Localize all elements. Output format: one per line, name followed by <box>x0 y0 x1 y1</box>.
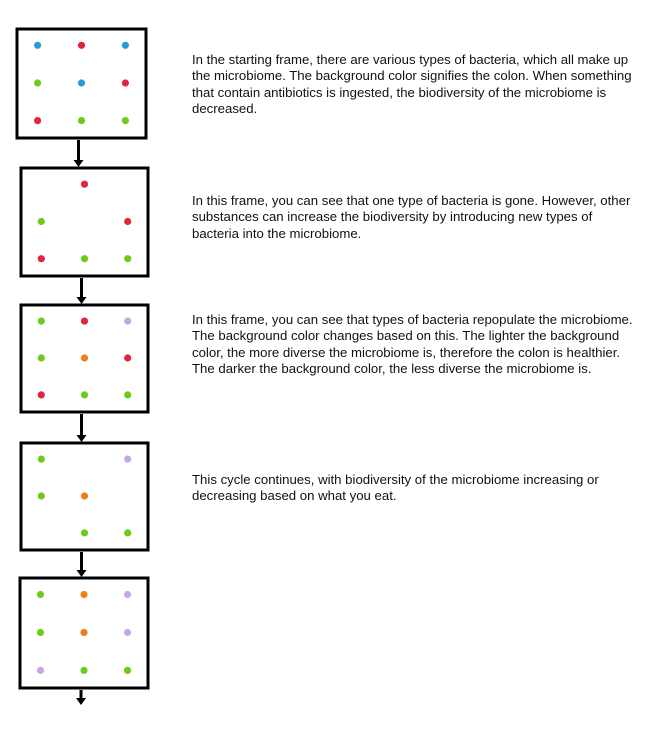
bacterium-red-f3-r3c1 <box>38 391 45 398</box>
bacterium-green-f3-r1c1 <box>38 318 45 325</box>
caption-frame-4: This cycle continues, with biodiversity of the microbiome increasing or decreasing based on what you eat. <box>192 472 599 504</box>
bacterium-red-f3-r2c3 <box>124 354 131 361</box>
arrow-3-head <box>77 435 87 442</box>
bacterium-green-f3-r3c3 <box>124 391 131 398</box>
bacterium-green-f1-r2c1 <box>34 79 41 86</box>
bacterium-green-f5-r3c2 <box>80 667 87 674</box>
bacterium-orange-f5-r2c2 <box>80 629 87 636</box>
bacterium-green-f5-r2c1 <box>37 629 44 636</box>
arrow-4-head <box>77 570 87 577</box>
bacterium-lavender-f5-r3c1 <box>37 667 44 674</box>
bacterium-green-f1-r3c2 <box>78 117 85 124</box>
bacterium-blue-f1-r2c2 <box>78 79 85 86</box>
bacterium-red-f2-r2c3 <box>124 218 131 225</box>
bacterium-lavender-f5-r2c3 <box>124 629 131 636</box>
arrow-5-head <box>76 698 86 705</box>
bacterium-green-f4-r2c1 <box>38 492 45 499</box>
bacterium-green-f3-r2c1 <box>38 354 45 361</box>
caption-frame-3: In this frame, you can see that types of bacteria repopulate the microbiome. The background color changes based on this. The lighter the background color, the more diverse the microbiome is, therefore the colon is healthier. The darker the background color, the less diverse the microbiome is. <box>192 312 633 377</box>
bacterium-blue-f1-r1c1 <box>34 42 41 49</box>
bacterium-orange-f4-r2c2 <box>81 492 88 499</box>
bacterium-red-f2-r1c2 <box>81 181 88 188</box>
arrow-1-head <box>74 160 84 167</box>
bacterium-red-f1-r2c3 <box>122 79 129 86</box>
bacterium-orange-f3-r2c2 <box>81 354 88 361</box>
bacterium-red-f3-r1c2 <box>81 318 88 325</box>
bacterium-lavender-f4-r1c3 <box>124 456 131 463</box>
bacterium-green-f3-r3c2 <box>81 391 88 398</box>
bacterium-green-f2-r3c2 <box>81 255 88 262</box>
bacterium-green-f2-r2c1 <box>38 218 45 225</box>
bacterium-green-f4-r1c1 <box>38 456 45 463</box>
bacterium-green-f1-r3c3 <box>122 117 129 124</box>
caption-frame-1: In the starting frame, there are various types of bacteria, which all make up the microbiome. The background color signifies the colon. When something that contain antibiotics is ingested, the biodiversity of the microbiome is decreased. <box>192 52 632 117</box>
bacterium-lavender-f5-r1c3 <box>124 591 131 598</box>
bacterium-green-f4-r3c2 <box>81 529 88 536</box>
bacterium-red-f1-r3c1 <box>34 117 41 124</box>
bacterium-green-f2-r3c3 <box>124 255 131 262</box>
bacterium-red-f1-r1c2 <box>78 42 85 49</box>
arrow-2-head <box>77 297 87 304</box>
bacterium-lavender-f3-r1c3 <box>124 318 131 325</box>
bacterium-green-f5-r1c1 <box>37 591 44 598</box>
caption-frame-2: In this frame, you can see that one type of bacteria is gone. However, other substances can increase the biodiversity by introducing new types of bacteria into the microbiome. <box>192 193 631 241</box>
bacterium-orange-f5-r1c2 <box>80 591 87 598</box>
bacterium-blue-f1-r1c3 <box>122 42 129 49</box>
bacterium-red-f2-r3c1 <box>38 255 45 262</box>
bacterium-green-f5-r3c3 <box>124 667 131 674</box>
bacterium-green-f4-r3c3 <box>124 529 131 536</box>
